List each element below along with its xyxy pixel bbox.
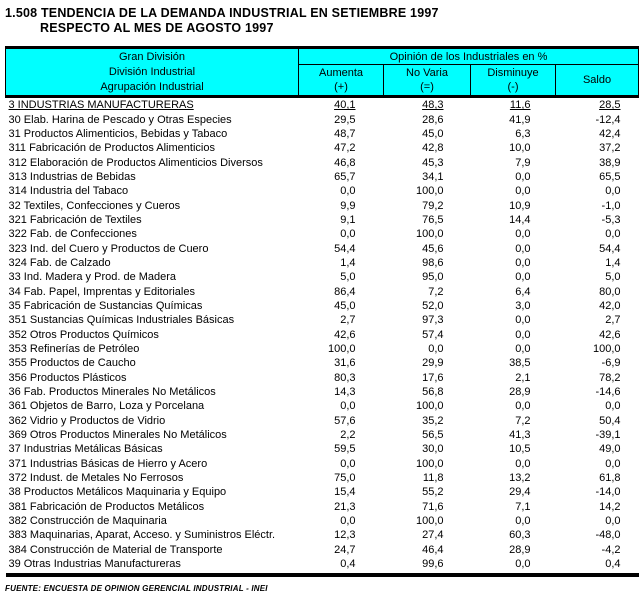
table-row <box>6 500 639 514</box>
row-label: 32 Textiles, Confecciones y Cueros <box>8 199 181 212</box>
row-label: 313 Industrias de Bebidas <box>8 170 136 183</box>
cell-no-varia: 35,2 <box>422 414 444 427</box>
cell-saldo: -5,3 <box>601 213 621 226</box>
cell-disminuye: 28,9 <box>509 386 531 399</box>
row-label: 361 Objetos de Barro, Loza y Porcelana <box>8 400 205 413</box>
cell-saldo: -1,0 <box>601 199 621 212</box>
cell-no-varia: 17,6 <box>422 371 444 384</box>
cell-no-varia: 100,0 <box>415 457 444 470</box>
cell-no-varia: 11,8 <box>422 472 444 485</box>
row-label: 351 Sustancias Químicas Industriales Básicas <box>8 314 235 327</box>
cell-saldo: -6,9 <box>601 357 621 370</box>
cell-saldo: 1,4 <box>605 256 621 269</box>
cell-disminuye: 0,0 <box>515 271 531 284</box>
row-label: 383 Maquinarias, Aparat, Acceso. y Suministros Eléctr. <box>8 529 276 542</box>
cell-no-varia: 27,4 <box>422 529 444 542</box>
cell-no-varia: 55,2 <box>422 486 444 499</box>
header-aumenta-sign: (+) <box>334 81 348 93</box>
cell-no-varia: 57,4 <box>422 328 444 341</box>
cell-no-varia: 100,0 <box>415 400 444 413</box>
cell-saldo: 80,0 <box>599 285 621 298</box>
cell-disminuye: 7,9 <box>515 156 531 169</box>
row-label: 381 Fabricación de Productos Metálicos <box>8 500 205 513</box>
cell-aumenta: 9,1 <box>340 213 356 226</box>
cell-no-varia: 97,3 <box>422 314 444 327</box>
cell-disminuye: 0,0 <box>515 185 531 198</box>
table-row <box>6 328 639 342</box>
cell-disminuye: 0,0 <box>515 343 531 356</box>
cell-aumenta: 0,0 <box>340 515 356 528</box>
cell-aumenta: 59,5 <box>334 443 356 456</box>
cell-no-varia: 56,5 <box>422 429 444 442</box>
cell-aumenta: 21,3 <box>334 500 356 513</box>
title-line-1: 1.508 TENDENCIA DE LA DEMANDA INDUSTRIAL EN SETIEMBRE 1997 <box>5 6 439 20</box>
cell-no-varia: 7,2 <box>428 285 444 298</box>
cell-saldo: 38,9 <box>599 156 621 169</box>
cell-saldo: -39,1 <box>595 429 621 442</box>
cell-no-varia: 48,3 <box>422 99 444 112</box>
cell-no-varia: 76,5 <box>422 213 444 226</box>
cell-disminuye: 0,0 <box>515 228 531 241</box>
cell-aumenta: 0,0 <box>340 457 356 470</box>
table-row <box>6 471 639 485</box>
cell-disminuye: 6,4 <box>515 285 531 298</box>
cell-saldo: 37,2 <box>599 142 621 155</box>
cell-disminuye: 10,5 <box>509 443 531 456</box>
table-row <box>6 557 639 575</box>
cell-no-varia: 56,8 <box>422 386 444 399</box>
cell-no-varia: 100,0 <box>415 185 444 198</box>
cell-disminuye: 6,3 <box>515 127 531 140</box>
row-label: 362 Vidrio y Productos de Vidrio <box>8 414 166 427</box>
cell-saldo: 42,0 <box>599 299 621 312</box>
cell-no-varia: 71,6 <box>422 500 444 513</box>
cell-aumenta: 57,6 <box>334 414 356 427</box>
row-label: 311 Fabricación de Productos Alimenticios <box>8 142 215 155</box>
table-row <box>6 543 639 557</box>
cell-saldo: 5,0 <box>605 271 621 284</box>
row-label: 30 Elab. Harina de Pescado y Otras Especies <box>8 113 232 126</box>
cell-saldo: -14,6 <box>595 386 621 399</box>
cell-saldo: 2,7 <box>605 314 621 327</box>
cell-disminuye: 0,0 <box>515 256 531 269</box>
cell-disminuye: 3,0 <box>515 299 531 312</box>
cell-saldo: 65,5 <box>599 170 621 183</box>
cell-saldo: 100,0 <box>592 343 621 356</box>
table-row <box>6 141 639 155</box>
page-title <box>0 0 642 36</box>
table-row <box>6 356 639 370</box>
table-row <box>6 528 639 542</box>
row-label: 322 Fab. de Confecciones <box>8 228 137 241</box>
cell-aumenta: 15,4 <box>334 486 356 499</box>
row-label: 352 Otros Productos Químicos <box>8 328 159 341</box>
cell-aumenta: 9,9 <box>340 199 356 212</box>
cell-aumenta: 1,4 <box>340 256 356 269</box>
cell-saldo: 61,8 <box>599 472 621 485</box>
row-label: 384 Construcción de Material de Transporte <box>8 543 223 556</box>
table-row <box>6 342 639 356</box>
table-row <box>6 184 639 198</box>
cell-aumenta: 2,2 <box>340 429 356 442</box>
table-row <box>6 457 639 471</box>
table-row <box>6 299 639 313</box>
cell-disminuye: 0,0 <box>515 515 531 528</box>
cell-disminuye: 41,9 <box>509 113 531 126</box>
cell-disminuye: 0,0 <box>515 328 531 341</box>
cell-aumenta: 31,6 <box>334 357 356 370</box>
cell-saldo: 0,0 <box>605 185 621 198</box>
cell-saldo: -12,4 <box>595 113 621 126</box>
header-agrupacion-industrial: Agrupación Industrial <box>100 80 204 93</box>
row-label: 382 Construcción de Maquinaria <box>8 515 167 528</box>
table-row <box>6 371 639 385</box>
header-no-varia-sign: (=) <box>420 81 434 93</box>
industrial-demand-table <box>5 46 639 577</box>
row-label: 324 Fab. de Calzado <box>8 256 111 269</box>
cell-disminuye: 0,0 <box>515 170 531 183</box>
row-label: 372 Indust. de Metales No Ferrosos <box>8 472 184 485</box>
table-row <box>6 270 639 284</box>
cell-disminuye: 0,0 <box>515 457 531 470</box>
cell-aumenta: 2,7 <box>340 314 356 327</box>
header-aumenta: Aumenta (+) <box>299 65 384 97</box>
row-label: 36 Fab. Productos Minerales No Metálicos <box>8 386 216 399</box>
cell-saldo: 42,4 <box>599 127 621 140</box>
table-row <box>6 414 639 428</box>
row-label: 371 Industrias Básicas de Hierro y Acero <box>8 457 208 470</box>
cell-aumenta: 46,8 <box>334 156 356 169</box>
header-no-varia: No Varia (=) <box>384 65 471 97</box>
cell-aumenta: 0,0 <box>340 185 356 198</box>
cell-saldo: -14,0 <box>595 486 621 499</box>
row-label: 39 Otras Industrias Manufactureras <box>6 557 299 575</box>
cell-aumenta: 80,3 <box>334 371 356 384</box>
cell-aumenta: 12,3 <box>334 529 356 542</box>
cell-saldo: -48,0 <box>595 529 621 542</box>
cell-saldo: 78,2 <box>599 371 621 384</box>
cell-disminuye: 10,0 <box>509 142 531 155</box>
source-note: FUENTE: ENCUESTA DE OPINION GERENCIAL INDUSTRIAL - INEI <box>5 584 268 594</box>
cell-disminuye: 2,1 <box>515 371 531 384</box>
cell-no-varia: 45,3 <box>422 156 444 169</box>
header-disminuye: Disminuye (-) <box>471 65 556 97</box>
header-division-industrial: División Industrial <box>108 65 196 78</box>
row-label: 369 Otros Productos Minerales No Metálicos <box>8 429 227 442</box>
cell-disminuye: 0,0 <box>515 400 531 413</box>
table-row <box>6 514 639 528</box>
table-row <box>6 399 639 413</box>
cell-saldo: 54,4 <box>599 242 621 255</box>
cell-disminuye: 11,6 <box>509 99 531 112</box>
row-label: 353 Refinerías de Petróleo <box>8 343 140 356</box>
cell-disminuye: 13,2 <box>509 472 531 485</box>
cell-no-varia: 98,6 <box>422 256 444 269</box>
cell-saldo: 28,5 <box>599 99 621 112</box>
cell-no-varia: 95,0 <box>422 271 444 284</box>
table-row <box>6 227 639 241</box>
cell-disminuye: 0,0 <box>515 242 531 255</box>
cell-saldo: -4,2 <box>601 543 621 556</box>
cell-no-varia: 52,0 <box>422 299 444 312</box>
cell-disminuye: 14,4 <box>509 213 531 226</box>
row-label: 3 INDUSTRIAS MANUFACTURERAS <box>8 99 194 112</box>
table-row <box>6 442 639 456</box>
row-label: 355 Productos de Caucho <box>8 357 136 370</box>
row-label: 312 Elaboración de Productos Alimenticios Diversos <box>8 156 263 169</box>
cell-disminuye: 10,9 <box>509 199 531 212</box>
table-row <box>6 485 639 499</box>
cell-disminuye: 41,3 <box>509 429 531 442</box>
cell-aumenta: 65,7 <box>334 170 356 183</box>
cell-disminuye: 29,4 <box>509 486 531 499</box>
cell-no-varia: 42,8 <box>422 142 444 155</box>
cell-aumenta: 0,4 <box>299 557 384 575</box>
cell-disminuye: 0,0 <box>515 314 531 327</box>
row-label: 31 Productos Alimenticios, Bebidas y Tabaco <box>8 127 228 140</box>
cell-aumenta: 24,7 <box>334 543 356 556</box>
table-row <box>6 385 639 399</box>
cell-aumenta: 29,5 <box>334 113 356 126</box>
cell-aumenta: 0,0 <box>340 400 356 413</box>
cell-no-varia: 30,0 <box>422 443 444 456</box>
table-row <box>6 313 639 327</box>
cell-no-varia: 99,6 <box>384 557 471 575</box>
cell-saldo: 50,4 <box>599 414 621 427</box>
cell-disminuye: 0,0 <box>471 557 556 575</box>
cell-no-varia: 45,0 <box>422 127 444 140</box>
cell-aumenta: 40,1 <box>334 99 356 112</box>
cell-aumenta: 14,3 <box>334 386 356 399</box>
cell-aumenta: 0,0 <box>340 228 356 241</box>
cell-saldo: 0,4 <box>556 557 639 575</box>
cell-aumenta: 45,0 <box>334 299 356 312</box>
row-label: 323 Ind. del Cuero y Productos de Cuero <box>8 242 209 255</box>
cell-no-varia: 34,1 <box>422 170 444 183</box>
cell-saldo: 0,0 <box>605 515 621 528</box>
cell-no-varia: 45,6 <box>422 242 444 255</box>
cell-aumenta: 100,0 <box>327 343 356 356</box>
header-row-group <box>6 48 639 65</box>
row-label: 37 Industrias Metálicas Básicas <box>8 443 163 456</box>
table-row <box>6 256 639 270</box>
cell-aumenta: 48,7 <box>334 127 356 140</box>
cell-aumenta: 54,4 <box>334 242 356 255</box>
header-disminuye-sign: (-) <box>507 81 519 93</box>
cell-no-varia: 28,6 <box>422 113 444 126</box>
cell-no-varia: 29,9 <box>422 357 444 370</box>
table-row <box>6 112 639 126</box>
row-label: 314 Industria del Tabaco <box>8 185 129 198</box>
row-label: 38 Productos Metálicos Maquinaria y Equipo <box>8 486 227 499</box>
cell-saldo: 0,0 <box>605 457 621 470</box>
cell-saldo: 42,6 <box>599 328 621 341</box>
cell-aumenta: 86,4 <box>334 285 356 298</box>
table-row <box>6 213 639 227</box>
row-label: 356 Productos Plásticos <box>8 371 127 384</box>
table-row <box>6 155 639 169</box>
cell-disminuye: 28,9 <box>509 543 531 556</box>
row-label: 35 Fabricación de Sustancias Químicas <box>8 299 203 312</box>
table-row <box>6 170 639 184</box>
header-opinion-group: Opinión de los Industriales en % <box>299 48 639 65</box>
cell-disminuye: 7,2 <box>515 414 531 427</box>
cell-disminuye: 38,5 <box>509 357 531 370</box>
cell-no-varia: 79,2 <box>422 199 444 212</box>
table-header <box>6 48 639 97</box>
cell-disminuye: 7,1 <box>515 500 531 513</box>
table-row <box>6 284 639 298</box>
cell-saldo: 0,0 <box>605 400 621 413</box>
table-row <box>6 428 639 442</box>
row-label: 33 Ind. Madera y Prod. de Madera <box>8 271 177 284</box>
table-row <box>6 97 639 113</box>
cell-aumenta: 47,2 <box>334 142 356 155</box>
cell-disminuye: 60,3 <box>509 529 531 542</box>
header-gran-division: Gran División <box>118 50 186 63</box>
header-saldo: Saldo <box>556 65 639 97</box>
row-label: 321 Fabricación de Textiles <box>8 213 142 226</box>
cell-saldo: 49,0 <box>599 443 621 456</box>
row-label: 34 Fab. Papel, Imprentas y Editoriales <box>8 285 195 298</box>
cell-saldo: 14,2 <box>599 500 621 513</box>
cell-no-varia: 0,0 <box>428 343 444 356</box>
table-row <box>6 198 639 212</box>
cell-no-varia: 100,0 <box>415 228 444 241</box>
cell-no-varia: 46,4 <box>422 543 444 556</box>
cell-saldo: 0,0 <box>605 228 621 241</box>
table-body <box>6 97 639 576</box>
table-row <box>6 127 639 141</box>
title-line-2: RESPECTO AL MES DE AGOSTO 1997 <box>40 21 274 35</box>
cell-no-varia: 100,0 <box>415 515 444 528</box>
table-row <box>6 241 639 255</box>
cell-aumenta: 42,6 <box>334 328 356 341</box>
cell-aumenta: 75,0 <box>334 472 356 485</box>
header-division <box>6 48 299 97</box>
cell-aumenta: 5,0 <box>340 271 356 284</box>
